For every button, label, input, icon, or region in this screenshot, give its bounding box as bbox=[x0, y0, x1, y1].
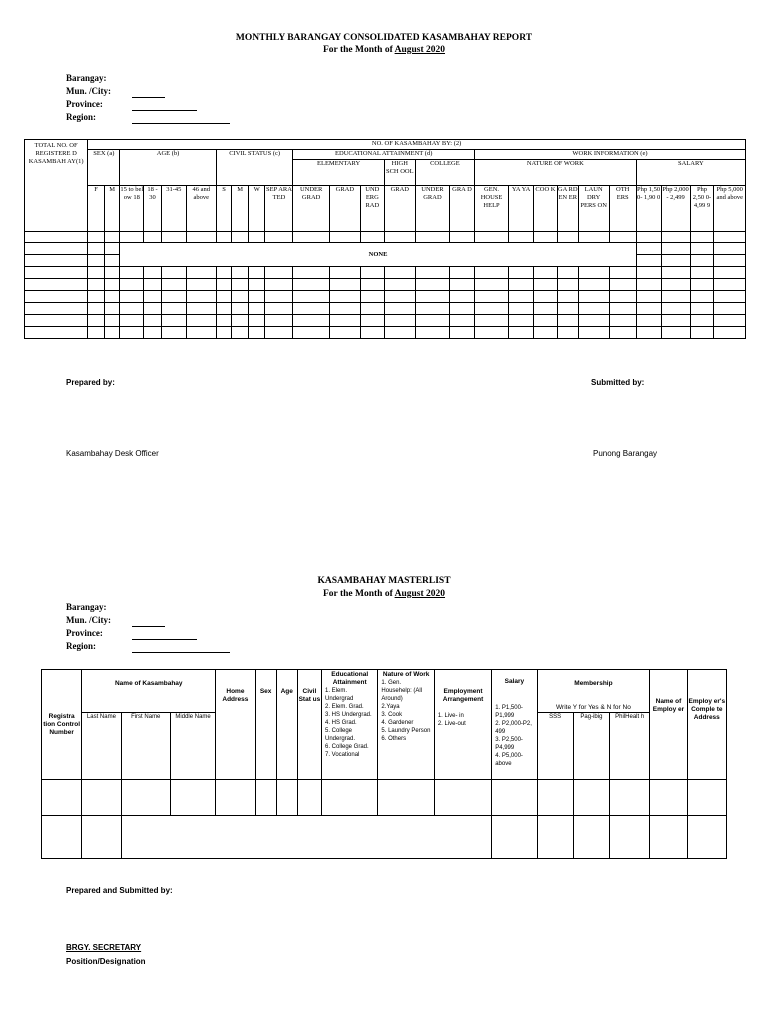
table-cell[interactable] bbox=[492, 816, 537, 859]
high-school-header: HIGH SCH OOL bbox=[384, 160, 415, 186]
civil-header: Civil Stat us bbox=[297, 670, 321, 780]
col-header: M bbox=[232, 186, 249, 232]
ml-barangay-label: Barangay: bbox=[66, 602, 107, 612]
middle-name-header: Middle Name bbox=[170, 713, 215, 780]
table-cell[interactable] bbox=[687, 780, 726, 816]
col-header: LAUN DRY PERS ON bbox=[578, 186, 609, 232]
salary-header: SALARY bbox=[636, 160, 745, 186]
membership-header bbox=[537, 670, 650, 713]
employer-address-header: Employ er's Comple te Address bbox=[687, 670, 726, 780]
table-cell[interactable] bbox=[121, 816, 492, 859]
secretary-label: BRGY. SECRETARY bbox=[66, 943, 142, 952]
membership-title: Membership bbox=[574, 680, 613, 687]
mun-label: Mun. /City: bbox=[66, 86, 111, 96]
elementary-header: ELEMENTARY bbox=[293, 160, 384, 186]
table-cell[interactable] bbox=[573, 816, 609, 859]
col-header: 18 - 30 bbox=[144, 186, 162, 232]
col-header: GRA D bbox=[450, 186, 475, 232]
col-header: SEP ARA TED bbox=[265, 186, 293, 232]
province-field[interactable] bbox=[132, 100, 197, 111]
col-header: Php 1,50 0- 1,90 0 bbox=[636, 186, 661, 232]
emp-item: 1. Live- in bbox=[437, 713, 464, 719]
prepared-by-label: Prepared by: bbox=[66, 378, 115, 387]
officer-label: Kasambahay Desk Officer bbox=[66, 449, 159, 458]
table-cell[interactable] bbox=[297, 780, 321, 816]
total-cell bbox=[25, 186, 88, 232]
prepared-submitted-label: Prepared and Submitted by: bbox=[66, 886, 173, 895]
edu-item: 6. College Grad. bbox=[325, 744, 369, 750]
table-cell[interactable] bbox=[82, 816, 121, 859]
report-subtitle-prefix: For the Month of bbox=[322, 45, 395, 55]
emp-item: 2. Live-out bbox=[437, 721, 466, 727]
salary-header bbox=[492, 670, 537, 780]
col-header: OTH ERS bbox=[609, 186, 636, 232]
table-cell[interactable] bbox=[82, 780, 121, 816]
last-name-header: Last Name bbox=[82, 713, 121, 780]
salary-title: Salary bbox=[504, 678, 525, 685]
table-cell[interactable] bbox=[434, 780, 491, 816]
ml-province-field[interactable] bbox=[132, 629, 197, 640]
region-label: Region: bbox=[66, 112, 96, 122]
table-cell[interactable] bbox=[492, 780, 537, 816]
col-header: M bbox=[104, 186, 120, 232]
masterlist-table bbox=[41, 669, 727, 859]
table-cell[interactable] bbox=[650, 816, 687, 859]
write-yn: Write Y for Yes & N for No bbox=[556, 704, 631, 711]
ml-province-label: Province: bbox=[66, 628, 103, 638]
table-cell[interactable] bbox=[255, 780, 276, 816]
edu-header bbox=[322, 670, 378, 780]
salary-item: 4. P5,000-above bbox=[495, 753, 523, 767]
table-cell[interactable] bbox=[276, 780, 297, 816]
now-item: 4. Gardener bbox=[381, 720, 414, 726]
province-label: Province: bbox=[66, 99, 103, 109]
edu-item: 4. HS Grad. bbox=[325, 720, 357, 726]
col-header: COO K bbox=[534, 186, 558, 232]
col-header: F bbox=[88, 186, 105, 232]
emp-title: Employment Arrangement bbox=[442, 688, 484, 703]
now-title: Nature of Work bbox=[382, 671, 430, 678]
table-cell[interactable] bbox=[322, 780, 378, 816]
col-header: 31-45 bbox=[161, 186, 186, 232]
region-field[interactable] bbox=[132, 113, 230, 124]
table-cell[interactable] bbox=[573, 780, 609, 816]
edu-item: 7. Vocational bbox=[325, 752, 360, 758]
now-item: 3. Cook bbox=[381, 712, 403, 718]
age-header: AGE (b) bbox=[120, 150, 216, 186]
edu-title: Educational Attainment bbox=[331, 671, 369, 686]
now-item: 2.Yaya bbox=[381, 704, 400, 710]
work-header: WORK INFORMATION (e) bbox=[474, 150, 745, 160]
table-cell[interactable] bbox=[42, 780, 82, 816]
edu-item: 5. College Undergrad. bbox=[325, 728, 356, 742]
table-cell[interactable] bbox=[687, 816, 726, 859]
report-title: MONTHLY BARANGAY CONSOLIDATED KASAMBAHAY REPORT bbox=[235, 33, 533, 43]
col-header: UNDER GRAD bbox=[415, 186, 449, 232]
home-header: Home Address bbox=[216, 670, 255, 780]
report-info bbox=[66, 72, 230, 124]
masterlist-month: August 2020 bbox=[394, 589, 446, 599]
edu-item: 3. HS Undergrad. bbox=[325, 712, 372, 718]
sex-header: SEX (a) bbox=[88, 150, 120, 186]
col-header: Php 2,50 0- 4,99 9 bbox=[690, 186, 714, 232]
table-cell[interactable] bbox=[610, 780, 650, 816]
table-cell[interactable] bbox=[121, 780, 170, 816]
col-header: W bbox=[248, 186, 265, 232]
col-header: GA RD EN ER bbox=[557, 186, 578, 232]
col-header: YA YA bbox=[509, 186, 534, 232]
col-header: GRAD bbox=[329, 186, 360, 232]
mun-field[interactable] bbox=[132, 87, 165, 98]
table-cell[interactable] bbox=[650, 780, 687, 816]
ml-region-field[interactable] bbox=[132, 642, 230, 653]
col-header: UND ERG RAD bbox=[360, 186, 384, 232]
masterlist-subtitle-prefix: For the Month of bbox=[322, 589, 395, 599]
submitted-by-label: Submitted by: bbox=[591, 378, 645, 387]
col-header: 15 to bel ow 18 bbox=[120, 186, 144, 232]
sex-header: Sex bbox=[255, 670, 276, 780]
name-header: Name of Kasambahay bbox=[82, 670, 216, 713]
table-cell[interactable] bbox=[610, 816, 650, 859]
now-item: 5. Laundry Person bbox=[381, 728, 431, 734]
col-header: UNDER GRAD bbox=[293, 186, 329, 232]
edu-item: 2. Elem. Grad. bbox=[325, 704, 364, 710]
philhealth-header: PhilHealt h bbox=[610, 713, 650, 780]
ml-mun-field[interactable] bbox=[132, 616, 165, 627]
age-header: Age bbox=[276, 670, 297, 780]
punong-label: Punong Barangay bbox=[593, 449, 658, 458]
sss-header: SSS bbox=[537, 713, 573, 780]
table-cell[interactable] bbox=[537, 780, 573, 816]
masterlist-subtitle bbox=[0, 589, 768, 599]
none-label: NONE bbox=[120, 243, 636, 267]
group-header: NO. OF KASAMBAHAY BY: (2) bbox=[88, 140, 746, 150]
masterlist-title: KASAMBAHAY MASTERLIST bbox=[317, 576, 451, 586]
ml-mun-label: Mun. /City: bbox=[66, 615, 111, 625]
emp-header bbox=[434, 670, 491, 780]
barangay-label: Barangay: bbox=[66, 73, 107, 83]
salary-item: 3. P2,500-P4,999 bbox=[495, 737, 523, 751]
total-header: TOTAL NO. OF REGISTERE D KASAMBAH AY(1) bbox=[25, 140, 88, 186]
edu-item: 1. Elem. Undergrad bbox=[325, 688, 354, 702]
college-header: COLLEGE bbox=[415, 160, 474, 186]
salary-item: 1. P1,500-P1,999 bbox=[495, 705, 523, 719]
col-header: S bbox=[216, 186, 232, 232]
now-item: 6. Others bbox=[381, 736, 407, 742]
col-header: 46 and above bbox=[186, 186, 216, 232]
table-cell[interactable] bbox=[378, 780, 434, 816]
col-header: Php 2,000 - 2,499 bbox=[661, 186, 690, 232]
report-table bbox=[24, 139, 746, 339]
masterlist-info bbox=[66, 601, 230, 653]
table-cell[interactable] bbox=[537, 816, 573, 859]
now-item: 1. Gen. Househelp: (All Around) bbox=[381, 680, 423, 702]
report-subtitle bbox=[0, 45, 768, 55]
edu-header: EDUCATIONAL ATTAINMENT (d) bbox=[293, 150, 474, 160]
col-header: GEN. HOUSE HELP bbox=[474, 186, 508, 232]
col-header: Php 5,000 and above bbox=[714, 186, 746, 232]
col-header: GRAD bbox=[384, 186, 415, 232]
report-month: August 2020 bbox=[394, 45, 446, 55]
table-cell[interactable] bbox=[42, 816, 82, 859]
table-cell[interactable] bbox=[170, 780, 215, 816]
civil-header: CIVIL STATUS (c) bbox=[216, 150, 293, 186]
now-header bbox=[378, 670, 434, 780]
first-name-header: First Name bbox=[121, 713, 170, 780]
pagibig-header: Pag-ibig bbox=[573, 713, 609, 780]
table-cell[interactable] bbox=[216, 780, 255, 816]
salary-item: 2. P2,000-P2, 499 bbox=[495, 721, 532, 735]
employer-header: Name of Employ er bbox=[650, 670, 687, 780]
nature-header: NATURE OF WORK bbox=[474, 160, 636, 186]
ml-region-label: Region: bbox=[66, 641, 96, 651]
reg-header: Registra tion Control Number bbox=[42, 670, 82, 780]
position-label: Position/Designation bbox=[66, 957, 146, 966]
